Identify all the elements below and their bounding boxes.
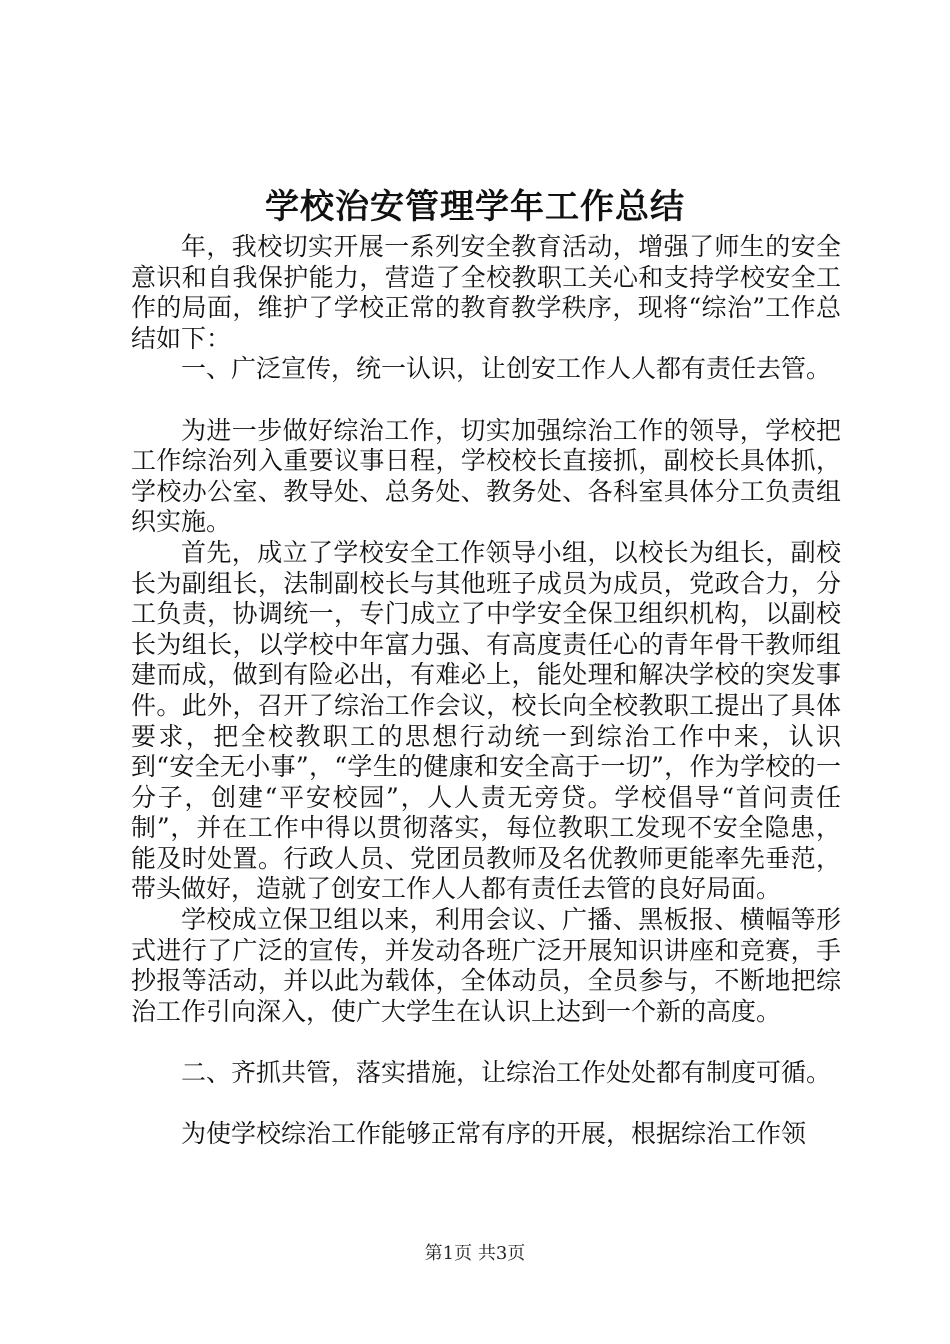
paragraph-rules: 为使学校综治工作能够正常有序的开展，根据综治工作领 <box>181 1119 807 1149</box>
section-heading-2: 二、齐抓共管，落实措施，让综治工作处处都有制度可循。 <box>181 1058 832 1088</box>
document-title: 学校治安管理学年工作总结 <box>265 187 685 227</box>
page-footer: 第1页 共3页 <box>424 1243 526 1264</box>
section-heading-1: 一、广泛宣传，统一认识，让创安工作人人都有责任去管。 <box>181 354 832 384</box>
paragraph-intro: 年，我校切实开展一系列安全教育活动，增强了师生的安全意识和自我保护能力，营造了全校教职工关心和支持学校安全工作的局面，维护了学校正常的教育教学秩序，现将“综治”工作总结如下： <box>131 232 841 353</box>
document-body <box>131 232 841 1150</box>
paragraph-leadership: 为进一步做好综治工作，切实加强综治工作的领导，学校把工作综治列入重要议事日程，学校校长直接抓，副校长具体抓，学校办公室、教导处、总务处、教务处、各科室具体分工负责组织实施。 <box>131 415 841 537</box>
paragraph-publicity: 学校成立保卫组以来，利用会议、广播、黑板报、横幅等形式进行了广泛的宣传，并发动各班广泛开展知识讲座和竞赛，手抄报等活动，并以此为载体，全体动员，全员参与，不断地把综治工作引向深入，使广大学生在认识上达到一个新的高度。 <box>131 905 841 1026</box>
paragraph-safety-group: 首先，成立了学校安全工作领导小组，以校长为组长，副校长为副组长，法制副校长与其他班子成员为成员，党政合力，分工负责，协调统一，专门成立了中学安全保卫组织机构，以副校长为组长，以学校中年富力强、有高度责任心的青年骨干教师组建而成，做到有险必出，有难必上，能处理和解决学校的突发事件。此外，召开了综治工作会议，校长向全校教职工提出了具体要求，把全校教职工的思想行动统一到综治工作中来，认识到“安全无小事”，“学生的健康和安全高于一切”，作为学校的一分子，创建“平安校园”，人人责无旁贷。学校倡导“首问责任制”，并在工作中得以贯彻落实，每位教职工发现不安全隐患，能及时处置。行政人员、党团员教师及名优教师更能率先垂范，带头做好，造就了创安工作人人都有责任去管的良好局面。 <box>131 537 841 904</box>
